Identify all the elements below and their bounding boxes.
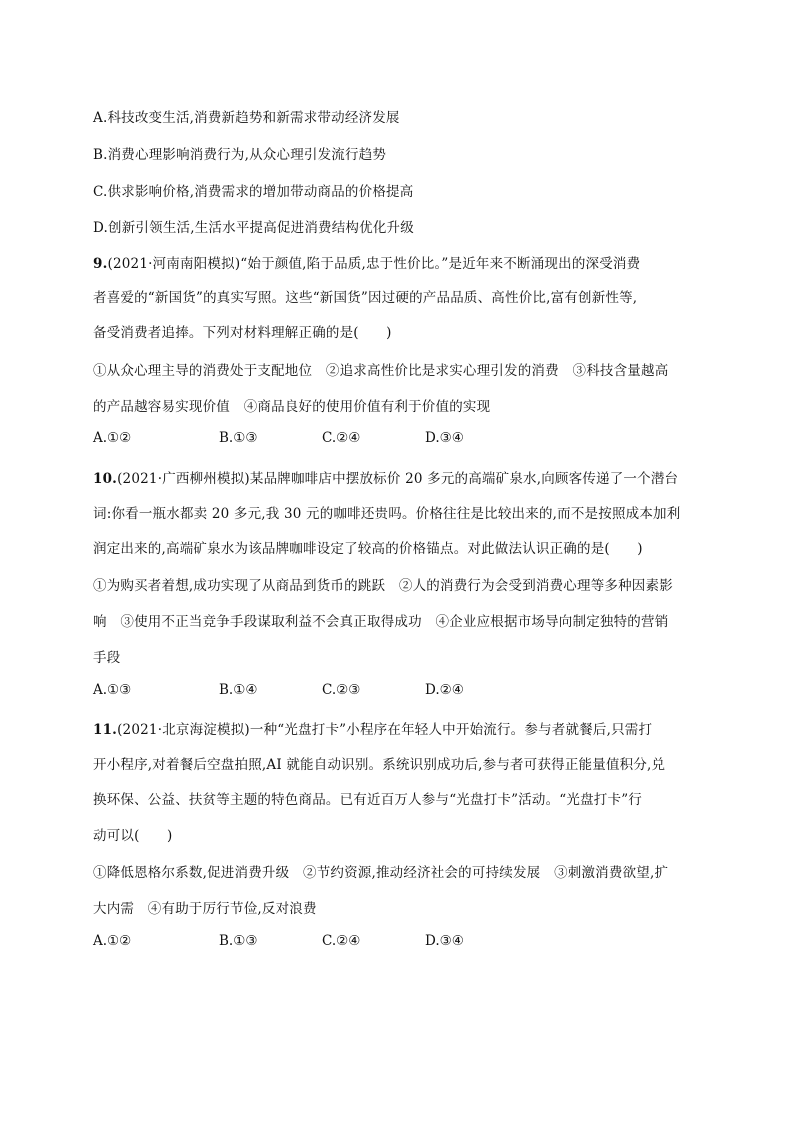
q8-option-c: C.供求影响价格,消费需求的增加带动商品的价格提高 [93, 184, 414, 200]
q10-statement-line-2: 响 ③使用不正当竞争手段谋取利益不会真正取得成功 ④企业应根据市场导向制定独特的营销 [93, 614, 669, 630]
q10-statement-line-1: ①为购买者着想,成功实现了从商品到货币的跳跃 ②人的消费行为会受到消费心理等多种因素影 [93, 578, 673, 594]
q9-text-1: “始于颜值,陷于品质,忠于性价比。”是近年来不断涌现出的深受消费 [240, 256, 641, 272]
q11-statement-line-2: 大内需 ④有助于厉行节俭,反对浪费 [93, 901, 317, 917]
q11-stem-line-2: 开小程序,对着餐后空盘拍照,AI 就能自动识别。系统识别成功后,参与者可获得正能量值积分,兑 [93, 757, 666, 773]
q9-number: 9. [93, 256, 108, 272]
q9-stem-line-3: 备受消费者追捧。下列对材料理解正确的是( ) [93, 325, 392, 341]
q10-stem-line-1 [93, 467, 714, 487]
q11-statement-line-1: ①降低恩格尔系数,促进消费升级 ②节约资源,推动经济社会的可持续发展 ③刺激消费欲望,扩 [93, 865, 669, 881]
q11-text-1: 一种“光盘打卡”小程序在年轻人中开始流行。参与者就餐后,只需打 [249, 722, 653, 738]
q9-choice-c: C.②④ [322, 430, 361, 446]
q9-choice-b: B.①③ [219, 430, 258, 446]
q11-stem-line-3: 换环保、公益、扶贫等主题的特色商品。已有近百万人参与“光盘打卡”活动。“光盘打卡”行 [93, 792, 643, 808]
q10-choice-b: B.①④ [219, 682, 258, 698]
q10-statement-line-3: 手段 [93, 650, 121, 666]
q11-stem-line-1 [93, 718, 714, 738]
q8-option-b: B.消费心理影响消费行为,从众心理引发流行趋势 [93, 147, 387, 163]
q11-choice-d: D.③④ [425, 933, 464, 949]
q9-stem-line-1 [93, 252, 714, 272]
q11-choice-b: B.①③ [219, 933, 258, 949]
q9-stem-line-2: 者喜爱的“新国货”的真实写照。这些“新国货”因过硬的产品品质、高性价比,富有创新性等, [93, 290, 638, 306]
q10-stem-line-2: 词:你看一瓶水都卖 20 多元,我 30 元的咖啡还贵吗。价格往往是比较出来的,而不是按照成本加利 [93, 506, 681, 522]
q10-choice-d: D.②④ [425, 682, 464, 698]
q9-statement-line-2: 的产品越容易实现价值 ④商品良好的使用价值有利于价值的实现 [93, 399, 491, 415]
q8-option-a: A.科技改变生活,消费新趋势和新需求带动经济发展 [93, 110, 400, 126]
q9-choice-a: A.①② [93, 430, 132, 446]
q10-choice-a: A.①③ [93, 682, 132, 698]
q11-choice-a: A.①② [93, 933, 132, 949]
q9-choice-d: D.③④ [425, 430, 464, 446]
q11-number: 11. [93, 722, 118, 738]
q11-source: (2021·北京海淀模拟) [117, 722, 250, 738]
q9-statement-line-1: ①从众心理主导的消费处于支配地位 ②追求高性价比是求实心理引发的消费 ③科技含量越高 [93, 363, 669, 379]
q10-text-1: 某品牌咖啡店中摆放标价 20 多元的高端矿泉水,向顾客传递了一个潜台 [249, 471, 679, 487]
q10-source: (2021·广西柳州模拟) [117, 471, 250, 487]
q11-choice-c: C.②④ [322, 933, 361, 949]
q10-number: 10. [93, 471, 118, 487]
q9-source: (2021·河南南阳模拟) [107, 256, 241, 272]
q10-stem-line-3: 润定出来的,高端矿泉水为该品牌咖啡设定了较高的价格锚点。对此做法认识正确的是( ) [93, 541, 643, 557]
q10-choice-c: C.②③ [322, 682, 361, 698]
q8-option-d: D.创新引领生活,生活水平提高促进消费结构优化升级 [93, 220, 414, 236]
q11-stem-line-4: 动可以( ) [93, 828, 173, 844]
